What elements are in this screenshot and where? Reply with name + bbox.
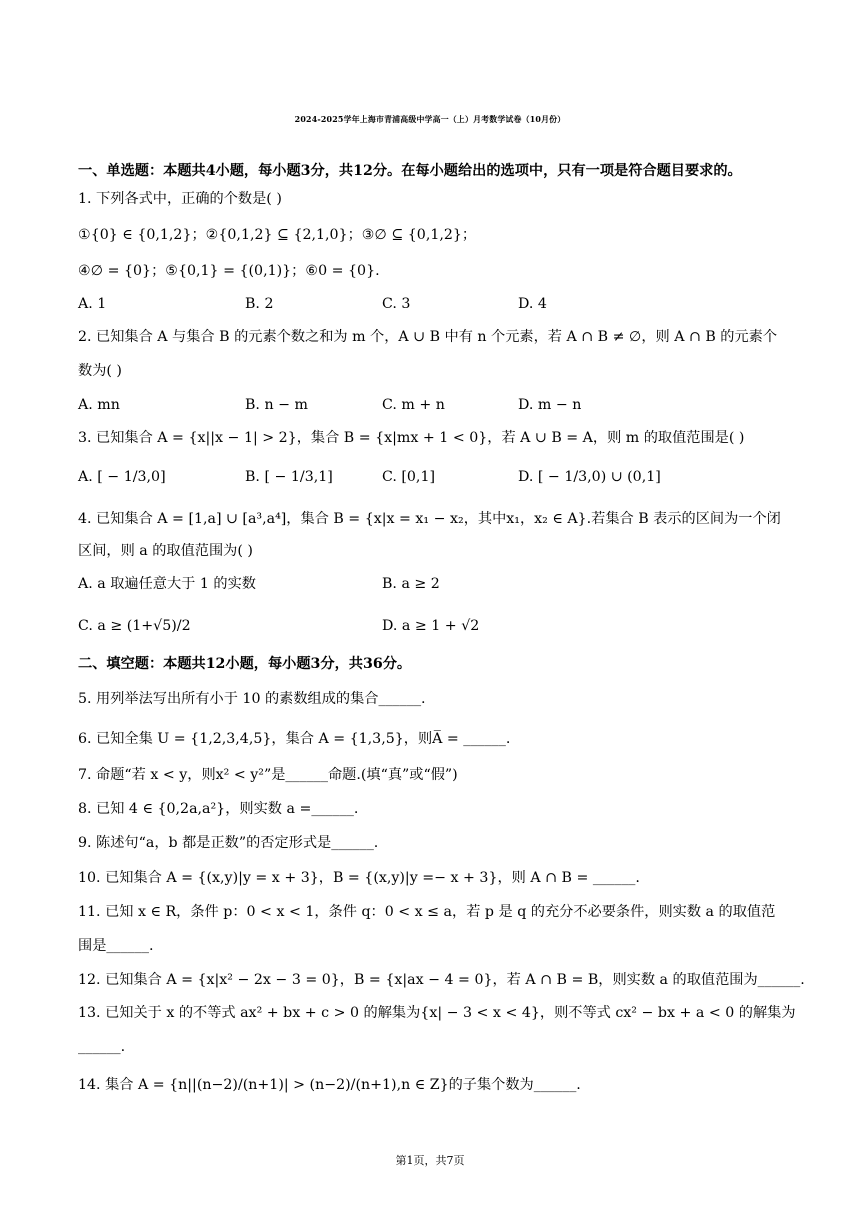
q3-option-c: C. [0,1] (382, 469, 436, 485)
q2-option-b: B. n − m (245, 397, 308, 413)
q1-line-3: ④∅ = {0}；⑤{0,1} = {(0,1)}；⑥0 = {0}. (78, 263, 380, 279)
q11-line-1: 11. 已知 x ∈ R，条件 p：0 < x < 1，条件 q：0 < x ≤ a，若 p 是 q 的充分不必要条件，则实数 a 的取值范 (78, 904, 776, 920)
q4-option-b: B. a ≥ 2 (382, 576, 440, 592)
q12-text: 12. 已知集合 A = {x|x² − 2x − 3 = 0}，B = {x|ax − 4 = 0}，若 A ∩ B = B，则实数 a 的取值范围为______. (78, 972, 805, 988)
q1-option-b: B. 2 (245, 296, 274, 312)
q2-option-c: C. m + n (382, 397, 445, 413)
q1-stem: 1. 下列各式中，正确的个数是( ) (78, 191, 282, 207)
q4-stem-line-2: 区间，则 a 的取值范围为( ) (78, 543, 253, 559)
section-2-heading: 二、填空题：本题共12小题，每小题3分，共36分。 (78, 656, 412, 672)
q10-text: 10. 已知集合 A = {(x,y)|y = x + 3}，B = {(x,y)|y =− x + 3}，则 A ∩ B = ______. (78, 870, 640, 886)
q4-option-a: A. a 取遍任意大于 1 的实数 (78, 576, 256, 592)
q1-option-c: C. 3 (382, 296, 411, 312)
q8-text: 8. 已知 4 ∈ {0,2a,a²}，则实数 a =______. (78, 801, 359, 817)
q2-stem-line-1: 2. 已知集合 A 与集合 B 的元素个数之和为 m 个，A ∪ B 中有 n 个元素，若 A ∩ B ≠ ∅，则 A ∩ B 的元素个 (78, 329, 778, 345)
q13-line-1: 13. 已知关于 x 的不等式 ax² + bx + c > 0 的解集为{x| − 3 < x < 4}，则不等式 cx² − bx + a < 0 的解集为 (78, 1005, 796, 1021)
q4-option-c: C. a ≥ (1+√5)/2 (78, 618, 191, 634)
q7-text: 7. 命题“若 x < y，则x² < y²”是______命题.(填“真”或“假”) (78, 767, 458, 783)
q1-option-a: A. 1 (78, 296, 107, 312)
q2-option-d: D. m − n (518, 397, 582, 413)
q9-text: 9. 陈述句“a，b 都是正数”的否定形式是______. (78, 835, 379, 851)
q2-option-a: A. mn (78, 397, 120, 413)
q5-text: 5. 用列举法写出所有小于 10 的素数组成的集合______. (78, 691, 426, 707)
q4-option-d: D. a ≥ 1 + √2 (382, 618, 480, 634)
q3-option-a: A. [ − 1/3,0] (78, 469, 166, 485)
q11-line-2: 围是______. (78, 938, 154, 954)
q4-stem-line-1: 4. 已知集合 A = [1,a] ∪ [a³,a⁴]，集合 B = {x|x = x₁ − x₂，其中x₁，x₂ ∈ A}.若集合 B 表示的区间为一个闭 (78, 511, 781, 527)
q2-stem-line-2: 数为( ) (78, 363, 122, 379)
section-1-heading: 一、单选题：本题共4小题，每小题3分，共12分。在每小题给出的选项中，只有一项是符合题目要求的。 (78, 163, 742, 179)
page-footer: 第1页，共7页 (395, 1154, 465, 1167)
q6-text: 6. 已知全集 U = {1,2,3,4,5}，集合 A = {1,3,5}，则A̅ = ______. (78, 731, 511, 747)
q1-line-2: ①{0} ∈ {0,1,2}；②{0,1,2} ⊆ {2,1,0}；③∅ ⊆ {0,1,2}； (78, 227, 477, 243)
exam-title: 2024-2025学年上海市青浦高级中学高一（上）月考数学试卷（10月份） (294, 115, 566, 124)
q14-text: 14. 集合 A = {n||(n−2)/(n+1)| > (n−2)/(n+1),n ∈ Z}的子集个数为______. (78, 1077, 581, 1093)
q3-option-b: B. [ − 1/3,1] (245, 469, 333, 485)
q3-stem: 3. 已知集合 A = {x||x − 1| > 2}，集合 B = {x|mx + 1 < 0}，若 A ∪ B = A，则 m 的取值范围是( ) (78, 430, 745, 446)
q1-option-d: D. 4 (518, 296, 547, 312)
q13-line-2: ______. (78, 1039, 126, 1055)
q3-option-d: D. [ − 1/3,0) ∪ (0,1] (518, 469, 661, 485)
